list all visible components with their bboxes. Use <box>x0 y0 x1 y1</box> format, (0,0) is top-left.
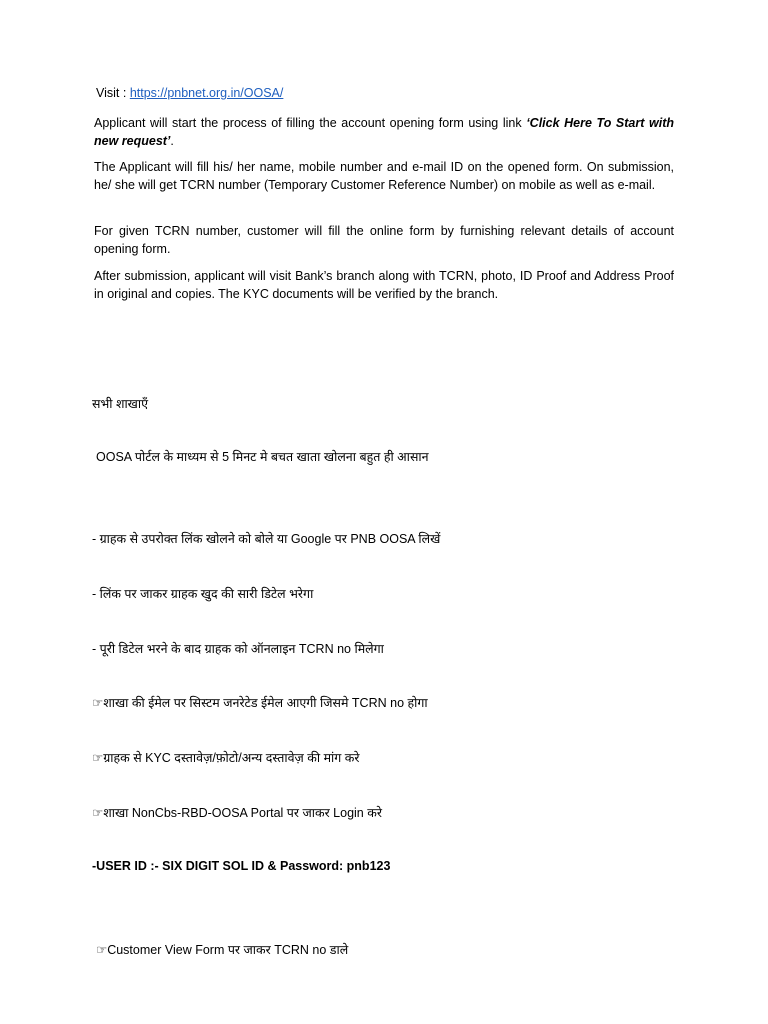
step-item: ☞शाखा NonCbs-RBD-OOSA Portal पर जाकर Login करे <box>92 806 382 820</box>
paragraph-online-form: For given TCRN number, customer will fill the online form by furnishing relevant details of account opening form. <box>94 224 674 256</box>
hindi-greeting: सभी शाखाएँ <box>92 397 149 411</box>
paragraph-fill-details: The Applicant will fill his/ her name, mobile number and e-mail ID on the opened form. On submission, he/ she will get TCRN number (Temporary Customer Reference Number) on mobile as well as e-mail. <box>94 160 674 192</box>
visit-label: Visit : <box>96 86 130 100</box>
step-item: ☞Customer View Form पर जाकर TCRN no डाले <box>96 943 349 957</box>
step-item: - पूरी डिटेल भरने के बाद ग्राहक को ऑनलाइन TCRN no मिलेगा <box>92 642 384 656</box>
step-item: ☞शाखा की ईमेल पर सिस्टम जनरेटेड ईमेल आएगी जिसमे TCRN no होगा <box>92 696 428 710</box>
p1-end: . <box>170 134 174 148</box>
user-id-line: -USER ID :- SIX DIGIT SOL ID & Password: pnb123 <box>92 859 391 873</box>
p1-text: Applicant will start the process of filling the account opening form using link <box>94 116 527 130</box>
hindi-intro: OOSA पोर्टल के माध्यम से 5 मिनट मे बचत खाता खोलना बहुत ही आसान <box>96 450 429 464</box>
step-item: - लिंक पर जाकर ग्राहक खुद की सारी डिटेल भरेगा <box>92 587 314 601</box>
step-item: - ग्राहक से उपरोक्त लिंक खोलने को बोले या Google पर PNB OOSA लिखें <box>92 532 441 546</box>
step-item: ☞ग्राहक से KYC दस्तावेज़/फ़ोटो/अन्य दस्तावेज़ की मांग करे <box>92 751 360 765</box>
visit-line <box>96 86 283 100</box>
paragraph-branch-visit: After submission, applicant will visit Bank’s branch along with TCRN, photo, ID Proof and Address Proof in original and copies. The KYC documents will be verified by the branch. <box>94 269 674 301</box>
p1-link-quote: ‘Click Here To Start with new request’ <box>94 116 674 148</box>
paragraph-start-process <box>94 114 674 150</box>
oosa-link[interactable]: https://pnbnet.org.in/OOSA/ <box>129 86 284 100</box>
